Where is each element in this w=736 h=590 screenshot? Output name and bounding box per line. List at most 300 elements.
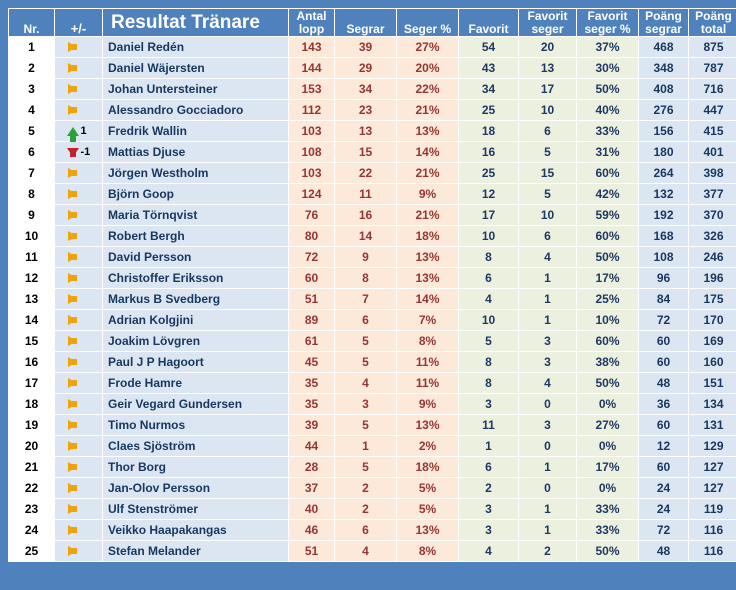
arrow-up-icon — [67, 127, 79, 136]
row-rank: 2 — [9, 58, 55, 79]
row-antal-lopp: 144 — [289, 58, 335, 79]
row-trend-cell — [55, 100, 103, 121]
row-poang-total: 129 — [689, 436, 736, 457]
row-favorit: 43 — [459, 58, 519, 79]
row-favorit-seger: 0 — [519, 436, 577, 457]
row-trend-cell — [55, 37, 103, 58]
row-poang-segrar: 84 — [639, 289, 689, 310]
row-rank: 15 — [9, 331, 55, 352]
row-poang-total: 401 — [689, 142, 736, 163]
row-antal-lopp: 39 — [289, 415, 335, 436]
row-favorit: 6 — [459, 457, 519, 478]
arrow-right-icon — [68, 525, 77, 535]
row-trainer-name: Joakim Lövgren — [103, 331, 289, 352]
table-row[interactable] — [9, 121, 736, 142]
row-seger-procent: 21% — [397, 100, 459, 121]
row-segrar: 16 — [335, 205, 397, 226]
arrow-right-icon — [68, 210, 77, 220]
row-antal-lopp: 103 — [289, 121, 335, 142]
table-row[interactable] — [9, 520, 736, 541]
row-antal-lopp: 103 — [289, 163, 335, 184]
row-trend-cell — [55, 415, 103, 436]
row-favorit-seger-procent: 60% — [577, 226, 639, 247]
row-favorit: 3 — [459, 499, 519, 520]
row-favorit-seger: 1 — [519, 268, 577, 289]
row-poang-segrar: 72 — [639, 520, 689, 541]
arrow-right-icon — [68, 420, 77, 430]
arrow-right-icon — [68, 441, 77, 451]
table-row[interactable] — [9, 58, 736, 79]
row-segrar: 34 — [335, 79, 397, 100]
row-poang-total: 160 — [689, 352, 736, 373]
row-favorit-seger: 0 — [519, 394, 577, 415]
row-poang-total: 175 — [689, 289, 736, 310]
row-poang-total: 116 — [689, 520, 736, 541]
row-poang-total: 716 — [689, 79, 736, 100]
row-favorit: 8 — [459, 373, 519, 394]
row-trainer-name: Björn Goop — [103, 184, 289, 205]
table-row[interactable] — [9, 79, 736, 100]
row-antal-lopp: 143 — [289, 37, 335, 58]
row-antal-lopp: 35 — [289, 394, 335, 415]
header-favsegp-line1: Favorit — [587, 9, 628, 23]
table-row[interactable] — [9, 310, 736, 331]
row-favorit: 54 — [459, 37, 519, 58]
row-favorit-seger-procent: 38% — [577, 352, 639, 373]
row-trainer-name: Geir Vegard Gundersen — [103, 394, 289, 415]
row-rank: 12 — [9, 268, 55, 289]
row-segrar: 6 — [335, 310, 397, 331]
row-trainer-name: Timo Nurmos — [103, 415, 289, 436]
row-rank: 20 — [9, 436, 55, 457]
row-rank: 1 — [9, 37, 55, 58]
row-poang-segrar: 348 — [639, 58, 689, 79]
header-antal-line1: Antal — [296, 9, 327, 23]
row-seger-procent: 9% — [397, 184, 459, 205]
row-trend-cell — [55, 247, 103, 268]
row-favorit-seger-procent: 17% — [577, 457, 639, 478]
row-favorit-seger-procent: 50% — [577, 247, 639, 268]
row-antal-lopp: 124 — [289, 184, 335, 205]
row-seger-procent: 5% — [397, 478, 459, 499]
row-trend-cell — [55, 79, 103, 100]
table-row[interactable] — [9, 142, 736, 163]
row-favorit-seger-procent: 60% — [577, 331, 639, 352]
row-segrar: 5 — [335, 415, 397, 436]
row-antal-lopp: 51 — [289, 289, 335, 310]
row-favorit: 25 — [459, 163, 519, 184]
row-trainer-name: Claes Sjöström — [103, 436, 289, 457]
row-rank: 4 — [9, 100, 55, 121]
row-poang-total: 127 — [689, 478, 736, 499]
row-segrar: 5 — [335, 331, 397, 352]
row-favorit-seger: 6 — [519, 121, 577, 142]
row-trainer-name: Jörgen Westholm — [103, 163, 289, 184]
row-rank: 6 — [9, 142, 55, 163]
row-segrar: 2 — [335, 478, 397, 499]
row-favorit-seger-procent: 0% — [577, 394, 639, 415]
row-rank: 10 — [9, 226, 55, 247]
table-row[interactable] — [9, 541, 736, 562]
row-favorit: 4 — [459, 289, 519, 310]
row-trend-cell — [55, 331, 103, 352]
row-rank: 11 — [9, 247, 55, 268]
table-row[interactable] — [9, 268, 736, 289]
row-favorit-seger: 1 — [519, 520, 577, 541]
row-segrar: 4 — [335, 541, 397, 562]
row-favorit: 3 — [459, 394, 519, 415]
header-favorit-seger — [519, 9, 577, 37]
table-row[interactable] — [9, 457, 736, 478]
table-row[interactable] — [9, 352, 736, 373]
row-segrar: 22 — [335, 163, 397, 184]
table-row[interactable] — [9, 100, 736, 121]
row-trend-cell — [55, 142, 103, 163]
row-trend-cell — [55, 541, 103, 562]
row-trend-cell — [55, 226, 103, 247]
row-poang-segrar: 96 — [639, 268, 689, 289]
row-poang-total: 370 — [689, 205, 736, 226]
row-favorit-seger: 1 — [519, 289, 577, 310]
arrow-right-icon — [68, 546, 77, 556]
row-poang-segrar: 60 — [639, 457, 689, 478]
arrow-right-icon — [68, 378, 77, 388]
row-rank: 23 — [9, 499, 55, 520]
row-seger-procent: 11% — [397, 373, 459, 394]
row-poang-total: 127 — [689, 457, 736, 478]
row-favorit: 17 — [459, 205, 519, 226]
row-favorit: 10 — [459, 226, 519, 247]
row-favorit-seger-procent: 30% — [577, 58, 639, 79]
row-poang-segrar: 264 — [639, 163, 689, 184]
table-row[interactable] — [9, 499, 736, 520]
row-antal-lopp: 60 — [289, 268, 335, 289]
row-trend-cell — [55, 184, 103, 205]
row-antal-lopp: 45 — [289, 352, 335, 373]
row-favorit-seger-procent: 33% — [577, 121, 639, 142]
row-trainer-name: Maria Törnqvist — [103, 205, 289, 226]
row-antal-lopp: 108 — [289, 142, 335, 163]
row-trainer-name: Markus B Svedberg — [103, 289, 289, 310]
row-favorit-seger: 4 — [519, 373, 577, 394]
row-favorit-seger-procent: 50% — [577, 79, 639, 100]
row-segrar: 15 — [335, 142, 397, 163]
row-trainer-name: Ulf Stenströmer — [103, 499, 289, 520]
row-segrar: 4 — [335, 373, 397, 394]
arrow-right-icon — [68, 105, 77, 115]
row-favorit-seger: 1 — [519, 310, 577, 331]
row-favorit-seger-procent: 0% — [577, 478, 639, 499]
row-antal-lopp: 28 — [289, 457, 335, 478]
row-favorit-seger: 3 — [519, 415, 577, 436]
row-seger-procent: 8% — [397, 541, 459, 562]
row-favorit: 16 — [459, 142, 519, 163]
row-poang-total: 326 — [689, 226, 736, 247]
row-trend-cell — [55, 163, 103, 184]
row-seger-procent: 13% — [397, 520, 459, 541]
row-trend-cell — [55, 205, 103, 226]
row-trainer-name: Mattias Djuse — [103, 142, 289, 163]
row-rank: 22 — [9, 478, 55, 499]
header-poangsegrar-line2: segrar — [645, 21, 682, 36]
row-trainer-name: Frode Hamre — [103, 373, 289, 394]
row-favorit-seger-procent: 59% — [577, 205, 639, 226]
row-poang-total: 131 — [689, 415, 736, 436]
row-seger-procent: 2% — [397, 436, 459, 457]
row-trend-cell — [55, 268, 103, 289]
row-segrar: 14 — [335, 226, 397, 247]
arrow-right-icon — [68, 231, 77, 241]
table-row[interactable] — [9, 163, 736, 184]
row-trainer-name: Paul J P Hagoort — [103, 352, 289, 373]
row-antal-lopp: 51 — [289, 541, 335, 562]
row-poang-segrar: 192 — [639, 205, 689, 226]
row-seger-procent: 22% — [397, 79, 459, 100]
arrow-down-icon — [67, 148, 79, 157]
row-antal-lopp: 112 — [289, 100, 335, 121]
row-poang-segrar: 180 — [639, 142, 689, 163]
table-row[interactable] — [9, 247, 736, 268]
row-trainer-name: Fredrik Wallin — [103, 121, 289, 142]
row-favorit-seger-procent: 50% — [577, 373, 639, 394]
row-poang-segrar: 276 — [639, 100, 689, 121]
header-favorit-seger-procent — [577, 9, 639, 37]
table-body — [9, 37, 736, 562]
row-antal-lopp: 35 — [289, 373, 335, 394]
row-rank: 17 — [9, 373, 55, 394]
arrow-right-icon — [68, 294, 77, 304]
row-favorit-seger: 0 — [519, 478, 577, 499]
row-antal-lopp: 89 — [289, 310, 335, 331]
table-row[interactable] — [9, 478, 736, 499]
table-row[interactable] — [9, 394, 736, 415]
row-favorit-seger: 17 — [519, 79, 577, 100]
header-antal-line2: lopp — [298, 21, 325, 36]
row-segrar: 1 — [335, 436, 397, 457]
row-trainer-name: Johan Untersteiner — [103, 79, 289, 100]
row-favorit-seger-procent: 27% — [577, 415, 639, 436]
row-trend-cell — [55, 520, 103, 541]
header-poang-total — [689, 9, 736, 37]
row-favorit-seger: 6 — [519, 226, 577, 247]
table-row[interactable] — [9, 331, 736, 352]
row-seger-procent: 13% — [397, 247, 459, 268]
row-poang-segrar: 48 — [639, 541, 689, 562]
row-favorit: 8 — [459, 247, 519, 268]
header-trend: +/- — [55, 9, 103, 37]
row-poang-segrar: 408 — [639, 79, 689, 100]
arrow-right-icon — [68, 504, 77, 514]
table-row[interactable] — [9, 37, 736, 58]
row-poang-total: 134 — [689, 394, 736, 415]
arrow-right-icon — [68, 399, 77, 409]
row-seger-procent: 20% — [397, 58, 459, 79]
row-poang-total: 196 — [689, 268, 736, 289]
row-segrar: 2 — [335, 499, 397, 520]
row-poang-total: 170 — [689, 310, 736, 331]
row-trend-cell — [55, 499, 103, 520]
row-poang-total: 875 — [689, 37, 736, 58]
row-favorit-seger-procent: 10% — [577, 310, 639, 331]
header-favseg-line2: seger — [531, 21, 564, 36]
arrow-right-icon — [68, 168, 77, 178]
row-seger-procent: 8% — [397, 331, 459, 352]
header-poangtotal-line1: Poäng — [695, 9, 732, 23]
header-segrar: Segrar — [335, 9, 397, 37]
row-seger-procent: 9% — [397, 394, 459, 415]
row-segrar: 3 — [335, 394, 397, 415]
row-segrar: 23 — [335, 100, 397, 121]
row-favorit-seger: 3 — [519, 331, 577, 352]
arrow-right-icon — [68, 315, 77, 325]
row-seger-procent: 11% — [397, 352, 459, 373]
row-segrar: 5 — [335, 352, 397, 373]
row-rank: 8 — [9, 184, 55, 205]
row-favorit-seger: 13 — [519, 58, 577, 79]
table-row[interactable] — [9, 226, 736, 247]
row-rank: 3 — [9, 79, 55, 100]
row-favorit: 25 — [459, 100, 519, 121]
row-seger-procent: 5% — [397, 499, 459, 520]
row-trend-cell — [55, 58, 103, 79]
row-favorit-seger-procent: 40% — [577, 100, 639, 121]
row-rank: 25 — [9, 541, 55, 562]
row-trend-cell — [55, 478, 103, 499]
row-trainer-name: Jan-Olov Persson — [103, 478, 289, 499]
row-favorit-seger-procent: 25% — [577, 289, 639, 310]
header-seger-procent: Seger % — [397, 9, 459, 37]
arrow-right-icon — [68, 84, 77, 94]
table-row[interactable] — [9, 184, 736, 205]
row-poang-segrar: 24 — [639, 499, 689, 520]
row-favorit: 4 — [459, 541, 519, 562]
row-seger-procent: 13% — [397, 415, 459, 436]
row-trend-cell — [55, 352, 103, 373]
row-poang-segrar: 60 — [639, 415, 689, 436]
row-favorit-seger: 15 — [519, 163, 577, 184]
arrow-right-icon — [68, 273, 77, 283]
row-rank: 24 — [9, 520, 55, 541]
row-favorit-seger-procent: 0% — [577, 436, 639, 457]
table-row[interactable] — [9, 415, 736, 436]
row-trend-cell — [55, 373, 103, 394]
row-poang-segrar: 156 — [639, 121, 689, 142]
row-poang-segrar: 12 — [639, 436, 689, 457]
row-trend-cell — [55, 289, 103, 310]
row-antal-lopp: 153 — [289, 79, 335, 100]
arrow-right-icon — [68, 42, 77, 52]
header-favorit: Favorit — [459, 9, 519, 37]
table-row[interactable] — [9, 205, 736, 226]
row-trainer-name: Daniel Redén — [103, 37, 289, 58]
row-seger-procent: 14% — [397, 289, 459, 310]
table-row[interactable] — [9, 436, 736, 457]
row-favorit-seger-procent: 33% — [577, 520, 639, 541]
row-trainer-name: Adrian Kolgjini — [103, 310, 289, 331]
row-favorit-seger: 2 — [519, 541, 577, 562]
row-favorit-seger: 1 — [519, 457, 577, 478]
row-favorit-seger: 3 — [519, 352, 577, 373]
row-favorit: 10 — [459, 310, 519, 331]
arrow-right-icon — [68, 189, 77, 199]
row-favorit: 1 — [459, 436, 519, 457]
row-poang-segrar: 108 — [639, 247, 689, 268]
row-favorit-seger: 20 — [519, 37, 577, 58]
row-poang-segrar: 36 — [639, 394, 689, 415]
row-trend-cell — [55, 436, 103, 457]
row-favorit-seger: 5 — [519, 184, 577, 205]
row-antal-lopp: 80 — [289, 226, 335, 247]
row-poang-total: 447 — [689, 100, 736, 121]
row-poang-total: 377 — [689, 184, 736, 205]
row-rank: 18 — [9, 394, 55, 415]
header-row — [9, 9, 736, 37]
table-header — [9, 9, 736, 37]
row-segrar: 7 — [335, 289, 397, 310]
row-antal-lopp: 72 — [289, 247, 335, 268]
header-poangtotal-line2: total — [700, 21, 727, 36]
row-poang-segrar: 72 — [639, 310, 689, 331]
row-rank: 14 — [9, 310, 55, 331]
row-trainer-name: Christoffer Eriksson — [103, 268, 289, 289]
header-title: Resultat Tränare — [103, 9, 289, 37]
row-trend-delta: 1 — [80, 125, 87, 138]
row-favorit-seger-procent: 60% — [577, 163, 639, 184]
row-seger-procent: 21% — [397, 205, 459, 226]
row-poang-total: 119 — [689, 499, 736, 520]
row-favorit: 3 — [459, 520, 519, 541]
row-trend-cell — [55, 310, 103, 331]
row-poang-total: 151 — [689, 373, 736, 394]
row-favorit: 6 — [459, 268, 519, 289]
arrow-right-icon — [68, 357, 77, 367]
row-segrar: 9 — [335, 247, 397, 268]
row-poang-segrar: 132 — [639, 184, 689, 205]
row-poang-segrar: 168 — [639, 226, 689, 247]
row-favorit-seger: 10 — [519, 100, 577, 121]
row-antal-lopp: 37 — [289, 478, 335, 499]
row-favorit: 5 — [459, 331, 519, 352]
row-segrar: 13 — [335, 121, 397, 142]
row-favorit: 8 — [459, 352, 519, 373]
row-segrar: 29 — [335, 58, 397, 79]
row-seger-procent: 18% — [397, 226, 459, 247]
row-favorit: 12 — [459, 184, 519, 205]
row-trainer-name: David Persson — [103, 247, 289, 268]
arrow-right-icon — [68, 252, 77, 262]
row-favorit-seger: 10 — [519, 205, 577, 226]
table-row[interactable] — [9, 373, 736, 394]
table-row[interactable] — [9, 289, 736, 310]
row-favorit: 34 — [459, 79, 519, 100]
row-rank: 21 — [9, 457, 55, 478]
row-poang-segrar: 468 — [639, 37, 689, 58]
row-trend-cell — [55, 457, 103, 478]
row-poang-total: 116 — [689, 541, 736, 562]
row-seger-procent: 7% — [397, 310, 459, 331]
row-seger-procent: 18% — [397, 457, 459, 478]
row-poang-segrar: 60 — [639, 331, 689, 352]
row-segrar: 11 — [335, 184, 397, 205]
row-favorit-seger-procent: 17% — [577, 268, 639, 289]
row-trainer-name: Thor Borg — [103, 457, 289, 478]
row-favorit-seger: 4 — [519, 247, 577, 268]
row-trainer-name: Robert Bergh — [103, 226, 289, 247]
row-trainer-name: Daniel Wäjersten — [103, 58, 289, 79]
arrow-right-icon — [68, 63, 77, 73]
row-antal-lopp: 61 — [289, 331, 335, 352]
row-trainer-name: Alessandro Gocciadoro — [103, 100, 289, 121]
